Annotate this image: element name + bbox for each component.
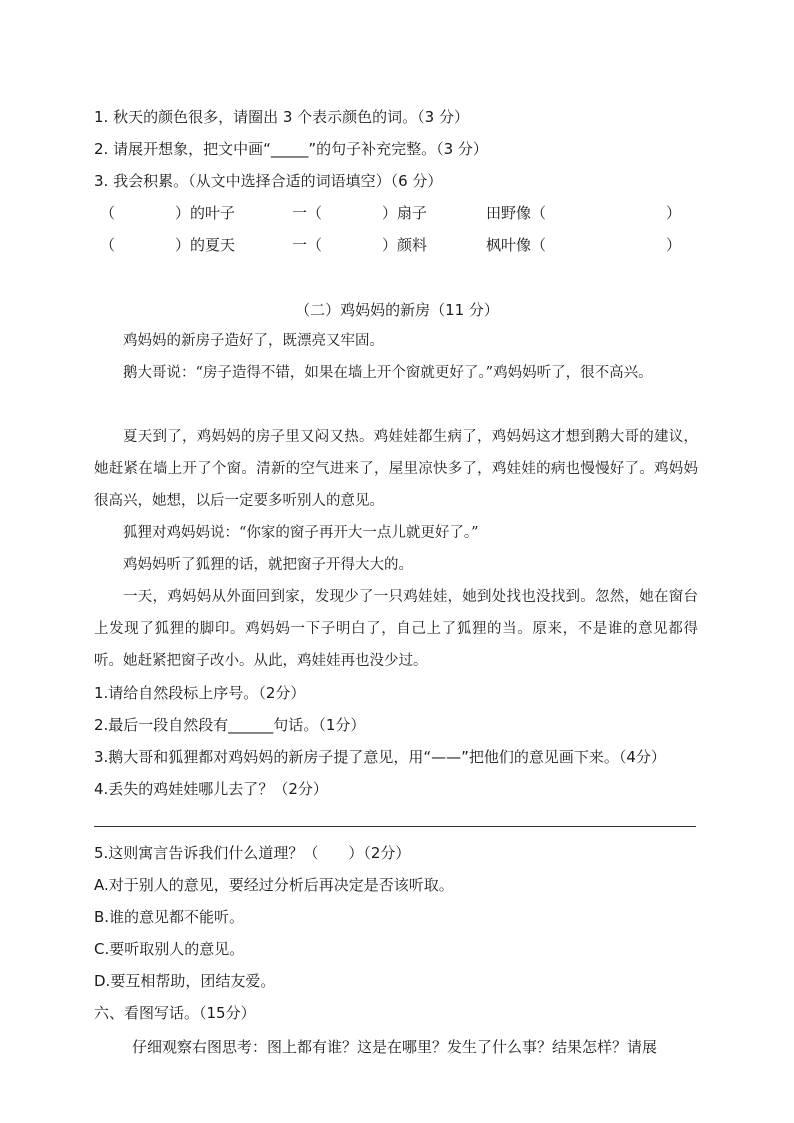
fill-blank-fan: 一（ ）扇子	[292, 204, 428, 222]
option-d: D.要互相帮助，团结友爱。	[94, 972, 276, 990]
story-paragraph-3: 夏天到了，鸡妈妈的房子里又闷又热。鸡娃娃都生病了，鸡妈妈这才想到鹅大哥的建议，她赶紧在墙上开了个窗。清新的空气进来了，屋里凉快多了，鸡娃娃的病也慢慢好了。鸡妈妈很高兴，她想，以后一定要多听别人的意见。	[94, 429, 698, 509]
section-heading-writing: 六、看图写话。（15分）	[94, 1004, 256, 1022]
passage-question-2: 2.最后一段自然段有______句话。（1分）	[94, 716, 366, 734]
story-paragraph-1: 鸡妈妈的新房子造好了，既漂亮又牢固。	[123, 333, 384, 349]
fill-blank-paint: 一（ ）颜料	[292, 236, 428, 254]
fill-blank-field: 田野像（ ）	[486, 204, 682, 222]
story-paragraph-6: 一天，鸡妈妈从外面回到家，发现少了一只鸡娃娃，她到处找也没找到。忽然，她在窗台上发现了狐狸的脚印。鸡妈妈一下子明白了，自己上了狐狸的当。原来，不是谁的意见都得听。她赶紧把窗子改小。从此，鸡娃娃再也没少过。	[94, 589, 698, 669]
option-b: B.谁的意见都不能听。	[94, 908, 245, 926]
passage-question-5: 5.这则寓言告诉我们什么道理？（ ）（2分）	[94, 844, 411, 862]
writing-prompt: 仔细观察右图思考：图上都有谁？这是在哪里？发生了什么事？结果怎样？请展	[132, 1038, 658, 1056]
option-a: A.对于别人的意见，要经过分析后再决定是否该听取。	[94, 876, 454, 894]
question-3: 3. 我会积累。（从文中选择合适的词语填空）（6 分）	[94, 172, 443, 190]
passage-question-4: 4.丢失的鸡娃娃哪儿去了？（2分）	[94, 780, 328, 798]
question-1: 1. 秋天的颜色很多，请圈出 3 个表示颜色的词。（3 分）	[94, 108, 469, 126]
fill-blank-summer: （ ）的夏天	[100, 236, 236, 254]
option-c: C.要听取别人的意见。	[94, 940, 245, 958]
answer-line	[94, 826, 696, 827]
fill-blank-leaves: （ ）的叶子	[100, 204, 236, 222]
story-paragraph-5: 鸡妈妈听了狐狸的话，就把窗子开得大大的。	[123, 557, 413, 573]
passage-question-3: 3.鹅大哥和狐狸都对鸡妈妈的新房子提了意见，用“——”把他们的意见画下来。（4分）	[94, 748, 666, 766]
passage-question-1: 1.请给自然段标上序号。（2分）	[94, 684, 306, 702]
story-paragraph-2: 鹅大哥说：“房子造得不错，如果在墙上开个窗就更好了。”鸡妈妈听了，很不高兴。	[123, 365, 653, 381]
question-2: 2. 请展开想象，把文中画“_____”的句子补充完整。（3 分）	[94, 140, 488, 158]
fill-blank-maple: 枫叶像（ ）	[486, 236, 682, 254]
story-paragraph-4: 狐狸对鸡妈妈说：“你家的窗子再开大一点儿就更好了。”	[123, 525, 479, 541]
passage-title: （二）鸡妈妈的新房（11 分）	[295, 301, 499, 319]
